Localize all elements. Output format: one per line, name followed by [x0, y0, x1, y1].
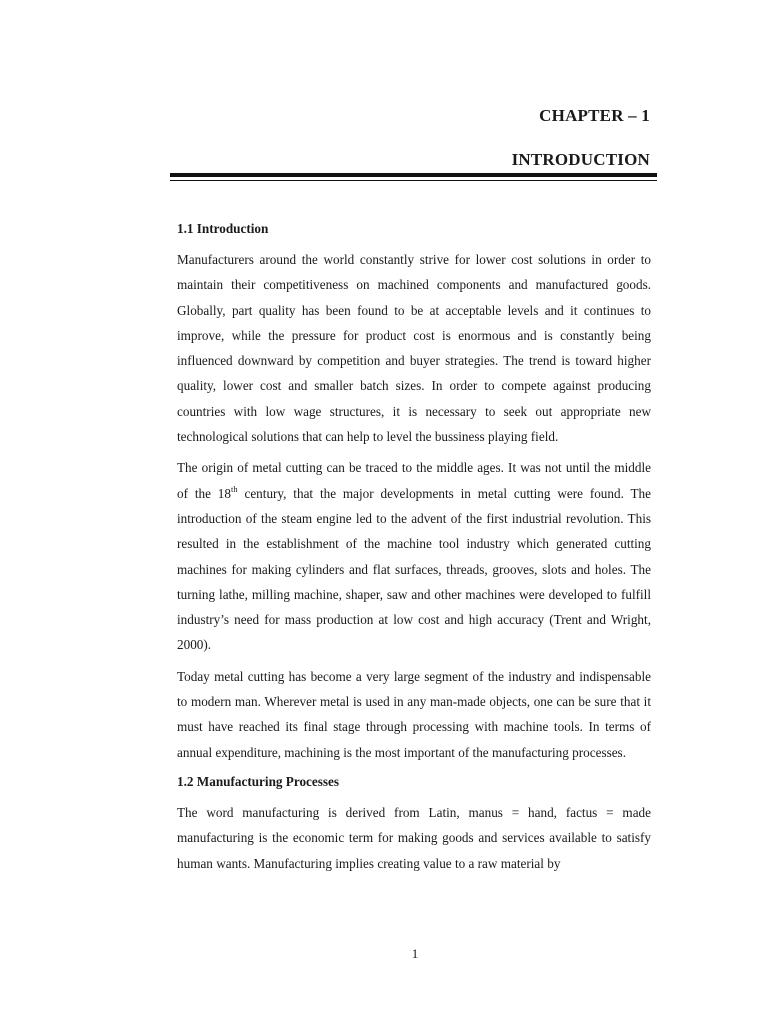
- chapter-title: INTRODUCTION: [511, 150, 650, 169]
- section-heading-manufacturing-processes: 1.2 Manufacturing Processes: [177, 773, 340, 789]
- paragraph-word-manufacturing: The word manufacturing is derived from Latin, manus = hand, factus = made manufacturing is the economic term for making goods and services available to satisfy human wants. Manufacturing implies creating value to a raw material by: [177, 804, 651, 871]
- paragraph-origin-text-end: century, that the major developments in metal cutting were found. The introduction of the steam engine led to the advent of the first industrial revolution. This resulted in the establishment of the machine tool industry which generated cutting machines for making cylinders and flat surfaces, threads, grooves, slots and holes. The turning lathe, milling machine, shaper, saw and other machines were developed to fulfill industry’s need for mass production at low cost and high accuracy (Trent and Wright, 2000).: [177, 485, 651, 653]
- chapter-number: CHAPTER – 1: [539, 106, 650, 125]
- body-content: [177, 218, 651, 882]
- header-rule-thick: [170, 173, 657, 177]
- paragraph-manufacturers: Manufacturers around the world constantly strive for lower cost solutions in order to maintain their competitiveness on machined components and manufactured goods. Globally, part quality has been found to be at acceptable levels and it continues to improve, while the pressure for product cost is enormous and is constantly being influenced downward by competition and buyer strategies. The trend is toward higher quality, lower cost and smaller batch sizes. In order to compete against producing countries with low wage structures, it is necessary to seek out appropriate new technological solutions that can help to level the bussiness playing field.: [177, 252, 651, 445]
- paragraph-origin-text-start: The origin of metal cutting can be traced to the middle ages. It was not until the middle of the 18: [177, 460, 651, 501]
- header-rule-thin: [170, 180, 657, 181]
- paragraph-origin-metal-cutting: [177, 455, 651, 657]
- page-number: 1: [411, 946, 419, 961]
- section-heading-introduction: 1.1 Introduction: [177, 221, 269, 236]
- ordinal-superscript: th: [231, 483, 238, 494]
- paragraph-today-metal-cutting: Today metal cutting has become a very large segment of the industry and indispensable to modern man. Wherever metal is used in any man-made objects, one can be sure that it must have reached its final stage through processing with machine tools. In terms of annual expenditure, machining is the most important of the manufacturing processes.: [177, 668, 651, 760]
